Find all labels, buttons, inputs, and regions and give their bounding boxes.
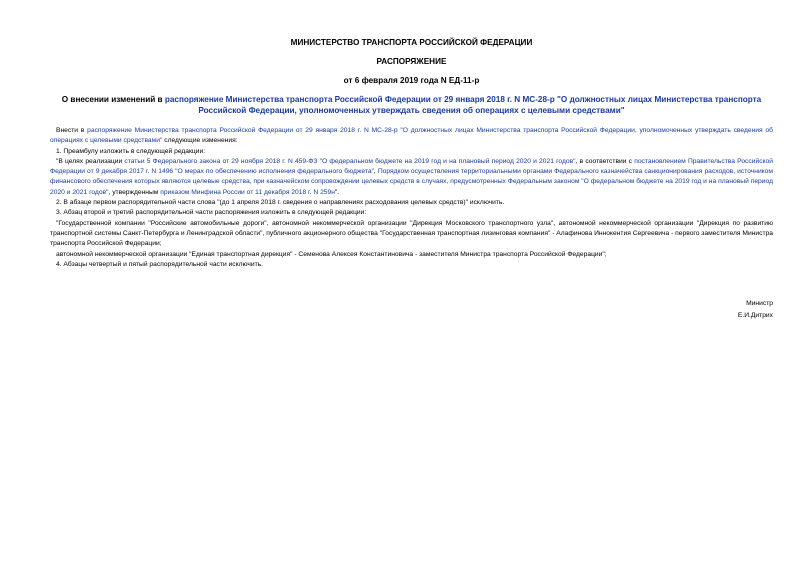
preamble-link-order[interactable]: приказом Минфина России от 11 декабря 2018 г. N 259н	[160, 188, 335, 196]
item-1: 1. Преамбулу изложить в следующей редакции:	[56, 147, 206, 155]
quote-paragraph-2: автономной некоммерческой организации "Единая транспортная дирекция" - Семенова Алексея Константиновича - заместителя Министра транспорта Российской Федерации";	[56, 250, 607, 258]
preamble-text-2: , в соответствии с	[575, 157, 635, 165]
preamble-text-4: , утвержденным	[108, 188, 161, 196]
preamble-link-procedure[interactable]: Порядком осуществления территориальными органами Федерального казначейства санкционирования расходов, источником финансового обеспечения которых являются целевые средства, при казначейском сопровождении целевых средств в случаях, предусмотренных Федеральным законом "О федеральном бюджете на 2019 год и на плановый период 2020 и 2021 годов"	[50, 168, 773, 196]
item-2: 2. В абзаце первом распорядительной части слова "(до 1 апреля 2018 г. сведения о направлениях расходования целевых средств)" исключить.	[56, 199, 505, 207]
document-date-heading: от 6 февраля 2019 года N ЕД-11-р	[343, 76, 480, 85]
preamble-text-1: "В целях реализации	[56, 157, 125, 165]
preamble-link-decree[interactable]: постановлением Правительства Российской Федерации от 9 декабря 2017 г. N 1496 "О мерах по обеспечению исполнения федерального бюджета"	[50, 157, 773, 176]
ministry-heading: МИНИСТЕРСТВО ТРАНСПОРТА РОССИЙСКОЙ ФЕДЕРАЦИИ	[290, 38, 533, 47]
signature-name: Е.И.Дитрих	[737, 312, 773, 319]
intro-paragraph	[50, 126, 773, 147]
document-body	[50, 126, 773, 270]
item-3: 3. Абзац второй и третий распорядительной части распоряжения изложить в следующей редакции:	[56, 209, 367, 217]
subject-link[interactable]: распоряжение Министерства транспорта Российской Федерации от 29 января 2018 г. N МС-28-р "О должностных лицах Министерства транспорта Российской Федерации, уполномоченных утверждать сведения об операциях с целевыми средствами"	[164, 95, 762, 115]
intro-prefix: Внести в	[56, 127, 88, 134]
item-4: 4. Абзацы четвертый и пятый распорядительной части исключить.	[56, 260, 264, 268]
intro-link[interactable]: распоряжение Министерства транспорта Российской Федерации от 29 января 2018 г. N МС-28-р "О должностных лицах Министерства транспорта Российской Федерации, уполномоченных утверждать сведения об операциях с целевыми средствами"	[50, 127, 773, 145]
intro-suffix: следующие изменения:	[162, 137, 238, 145]
document-subject-heading	[50, 94, 773, 116]
preamble-text-3: ,	[373, 168, 378, 176]
preamble-link-law[interactable]: статьи 5 Федерального закона от 29 ноября 2018 г. N 459-ФЗ "О федеральном бюджете на 2019 год и на плановый период 2020 и 2021 годов"	[124, 157, 576, 165]
preamble-text-5: ".	[334, 188, 340, 196]
subject-prefix: О внесении изменений в	[61, 95, 165, 104]
signature-role: Министр	[746, 300, 773, 307]
quote-paragraph-1: "Государственной компании "Российские автомобильные дороги", автономной некоммерческой организации "Дирекция Московского транспортного узла", автономной некоммерческой организации "Дирекция по развитию транспортной системы Санкт-Петербурга и Ленинградской области", публичного акционерного общества "Государственная транспортная лизинговая компания" - Алафинова Иннокентия Сергеевича - первого заместителя Министра транспорта Российской Федерации;	[50, 219, 773, 248]
preamble-paragraph	[50, 157, 773, 198]
document-type-heading: РАСПОРЯЖЕНИЕ	[376, 57, 447, 66]
